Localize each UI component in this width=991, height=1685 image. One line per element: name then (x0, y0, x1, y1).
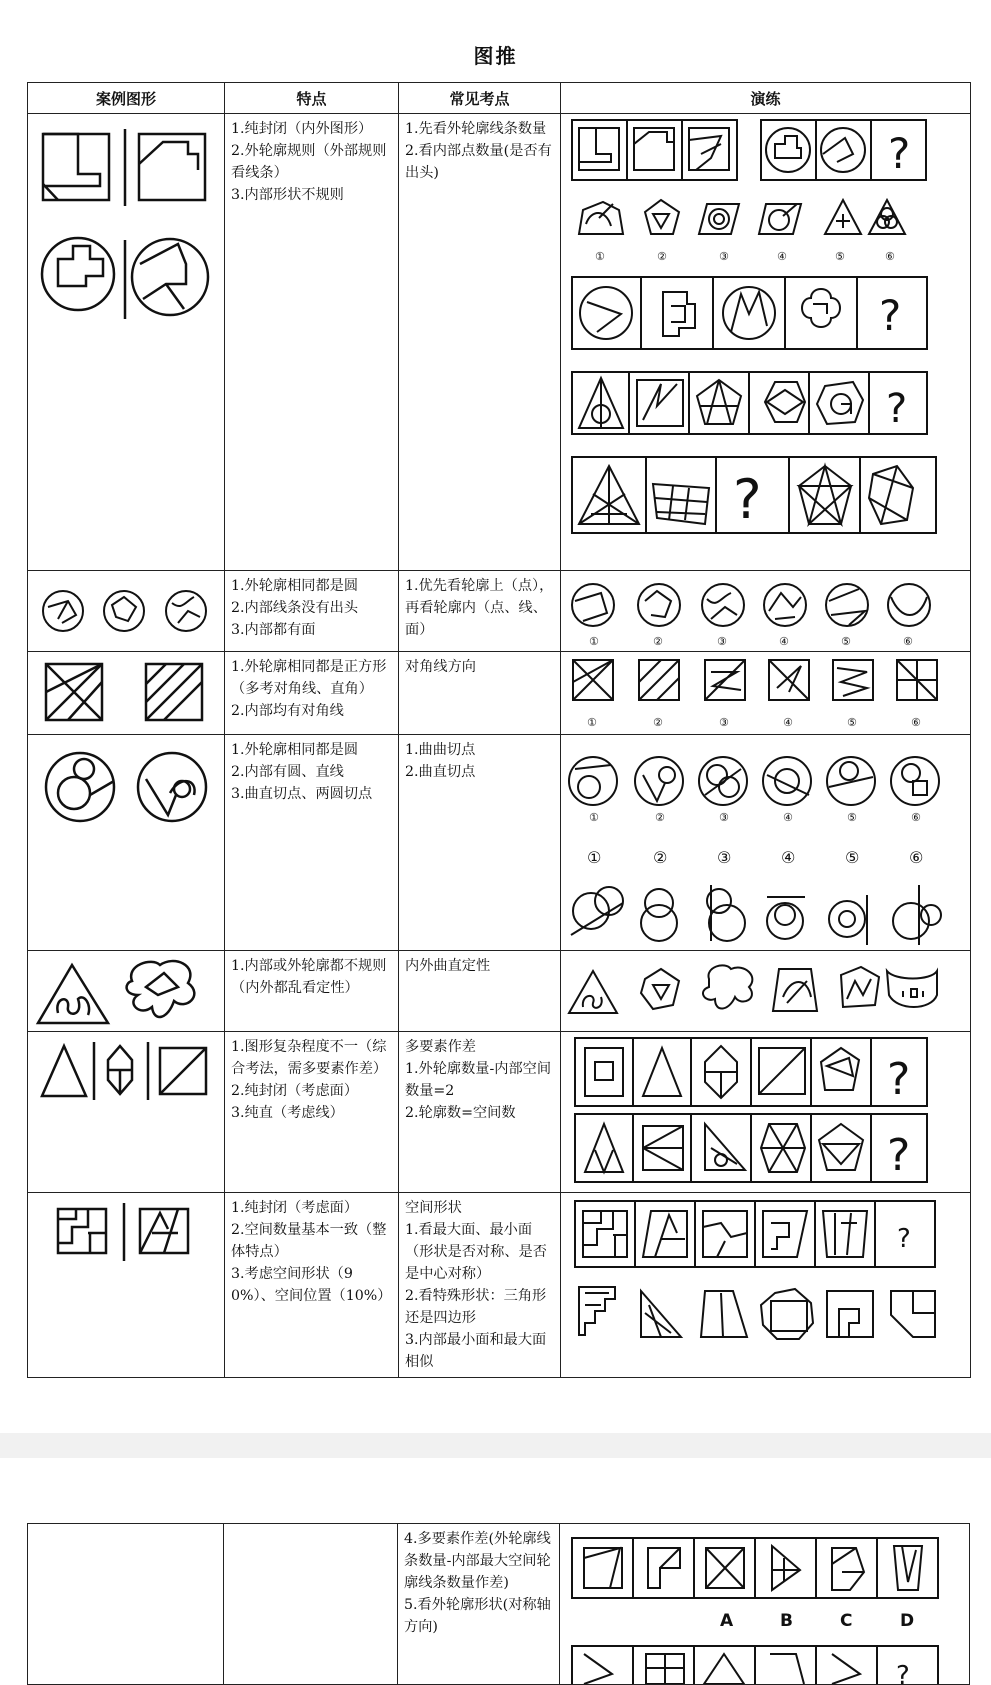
table-row (28, 1193, 971, 1378)
option-label: ④ (783, 716, 793, 729)
case-figure-5 (28, 951, 224, 1031)
points-cell (399, 1032, 561, 1193)
option-label-a: A (720, 1611, 734, 1631)
practice-figures-6 (561, 1032, 970, 1192)
case-figure-7 (28, 1193, 224, 1373)
option-label: ③ (719, 716, 729, 729)
points-text: 4.多要素作差(外轮廓线条数量-内部最大空间轮廓线条数量作差) 5.看外轮廓形状(对称轴方向) (404, 1531, 551, 1635)
features-cell (225, 951, 399, 1032)
points-cell (399, 571, 561, 652)
case-figure-3 (28, 652, 224, 734)
option-label: ③ (719, 250, 729, 263)
table-row (28, 1032, 971, 1193)
question-mark: ? (887, 1130, 911, 1181)
case-figure-cell (28, 1193, 225, 1378)
features-text: 1.外轮廓相同都是圆 2.内部有圆、直线 3.曲直切点、两圆切点 (231, 742, 373, 802)
option-label-d: D (900, 1611, 915, 1631)
case-figure-cell (28, 951, 225, 1032)
option-label: ⑥ (885, 250, 895, 263)
case-figure-cell (28, 1524, 224, 1685)
table-row (28, 735, 971, 951)
option-label-b: B (780, 1611, 793, 1631)
practice-cell (561, 951, 971, 1032)
features-cell (225, 1193, 399, 1378)
features-text: 1.外轮廓相同都是正方形（多考对角线、直角） 2.内部均有对角线 (231, 659, 387, 719)
option-label: ① (587, 848, 602, 867)
reasoning-table (27, 82, 971, 1378)
option-label: ② (653, 848, 668, 867)
option-label: ③ (717, 848, 732, 867)
features-text: 1.纯封闭（内外图形） 2.外轮廓规则（外部规则看线条） 3.内部形状不规则 (231, 121, 387, 203)
header-features: 特点 (225, 83, 399, 114)
practice-cell (561, 652, 971, 735)
header-practice: 演练 (561, 83, 971, 114)
practice-figures-8 (560, 1524, 969, 1684)
points-cell (399, 114, 561, 571)
option-label: ① (587, 716, 597, 729)
option-label: ④ (783, 811, 793, 824)
table-row (28, 571, 971, 652)
practice-figures-7 (561, 1193, 970, 1373)
option-label: ② (655, 811, 665, 824)
case-figure-cell (28, 652, 225, 735)
case-figure-4 (28, 735, 224, 950)
practice-figures-5 (561, 951, 970, 1031)
question-mark: ? (896, 1661, 910, 1684)
practice-cell (561, 1032, 971, 1193)
points-text: 1.曲曲切点 2.曲直切点 (405, 742, 476, 780)
question-mark: ? (887, 1054, 911, 1105)
case-figure-6 (28, 1032, 224, 1192)
case-figure-1 (28, 114, 224, 570)
features-text: 1.图形复杂程度不一（综合考法，需多要素作差） 2.纯封闭（考虑面） 3.纯直（考虑线） (231, 1039, 388, 1121)
practice-figures-3 (561, 652, 970, 734)
option-label: ② (653, 635, 663, 648)
points-cell (399, 1193, 561, 1378)
points-cell (399, 951, 561, 1032)
table-row (28, 114, 971, 571)
page-title: 图推 (473, 44, 518, 68)
practice-cell (560, 1524, 970, 1685)
option-label: ⑥ (903, 635, 913, 648)
case-figure-2 (28, 571, 224, 651)
features-cell (225, 735, 399, 951)
features-text: 1.内部或外轮廓都不规则（内外都乱看定性） (231, 958, 387, 996)
question-mark: ? (879, 291, 902, 340)
features-text: 1.纯封闭（考虑面） 2.空间数量基本一致（整体特点） 3.考虑空间形状（90%）、空间位置（10%） (231, 1200, 392, 1304)
case-figure-cell (28, 1032, 225, 1193)
practice-cell (561, 114, 971, 571)
option-label: ⑤ (847, 811, 857, 824)
continuation-table (27, 1523, 970, 1685)
table-row (28, 951, 971, 1032)
practice-cell (561, 571, 971, 652)
points-cell (398, 1524, 560, 1685)
option-label: ⑤ (841, 635, 851, 648)
question-mark: ? (888, 129, 911, 178)
practice-cell (561, 735, 971, 951)
case-figure-cell (28, 571, 225, 652)
features-cell (225, 571, 399, 652)
case-figure-cell (28, 735, 225, 951)
option-label: ③ (719, 811, 729, 824)
option-label: ④ (779, 635, 789, 648)
case-figure-cell (28, 114, 225, 571)
question-mark: ? (897, 1224, 911, 1254)
points-text: 多要素作差 1.外轮廓数量-内部空间数量=2 2.轮廓数=空间数 (405, 1039, 552, 1121)
option-label-c: C (840, 1611, 853, 1631)
table-row (28, 1524, 970, 1685)
points-text: 对角线方向 (405, 659, 476, 675)
option-label: ⑤ (847, 716, 857, 729)
features-text: 1.外轮廓相同都是圆 2.内部线条没有出头 3.内部都有面 (231, 578, 359, 638)
table-row (28, 652, 971, 735)
points-text: 空间形状 1.看最大面、最小面（形状是否对称、是否是中心对称） 2.看特殊形状：三角形还是四边形 3.内部最小面和最大面相似 (405, 1200, 547, 1370)
option-label: ② (657, 250, 667, 263)
option-label: ① (589, 811, 599, 824)
points-text: 1.先看外轮廓线条数量 2.看内部点数量(是否有出头) (405, 121, 552, 181)
option-label: ① (595, 250, 605, 263)
features-cell (225, 114, 399, 571)
practice-figures-4 (561, 735, 970, 950)
features-cell (225, 652, 399, 735)
question-mark: ? (733, 468, 762, 531)
option-label: ④ (777, 250, 787, 263)
practice-figures-2 (561, 571, 970, 651)
option-label: ⑤ (835, 250, 845, 263)
header-row (28, 83, 971, 114)
header-case-figure: 案例图形 (28, 83, 225, 114)
points-cell (399, 652, 561, 735)
option-label: ⑥ (909, 848, 924, 867)
practice-cell (561, 1193, 971, 1378)
option-label: ⑥ (911, 811, 921, 824)
points-text: 1.优先看轮廓上（点），再看轮廓内（点、线、面） (405, 578, 554, 638)
question-mark: ? (886, 386, 908, 432)
option-label: ⑤ (845, 848, 860, 867)
features-cell (225, 1032, 399, 1193)
option-label: ⑥ (911, 716, 921, 729)
option-label: ② (653, 716, 663, 729)
practice-figures-1 (561, 114, 970, 570)
page-separator (0, 1433, 991, 1458)
header-common-points: 常见考点 (399, 83, 561, 114)
features-cell (224, 1524, 398, 1685)
option-label: ④ (781, 848, 796, 867)
points-cell (399, 735, 561, 951)
option-label: ① (589, 635, 599, 648)
option-label: ③ (717, 635, 727, 648)
points-text: 内外曲直定性 (405, 958, 491, 974)
